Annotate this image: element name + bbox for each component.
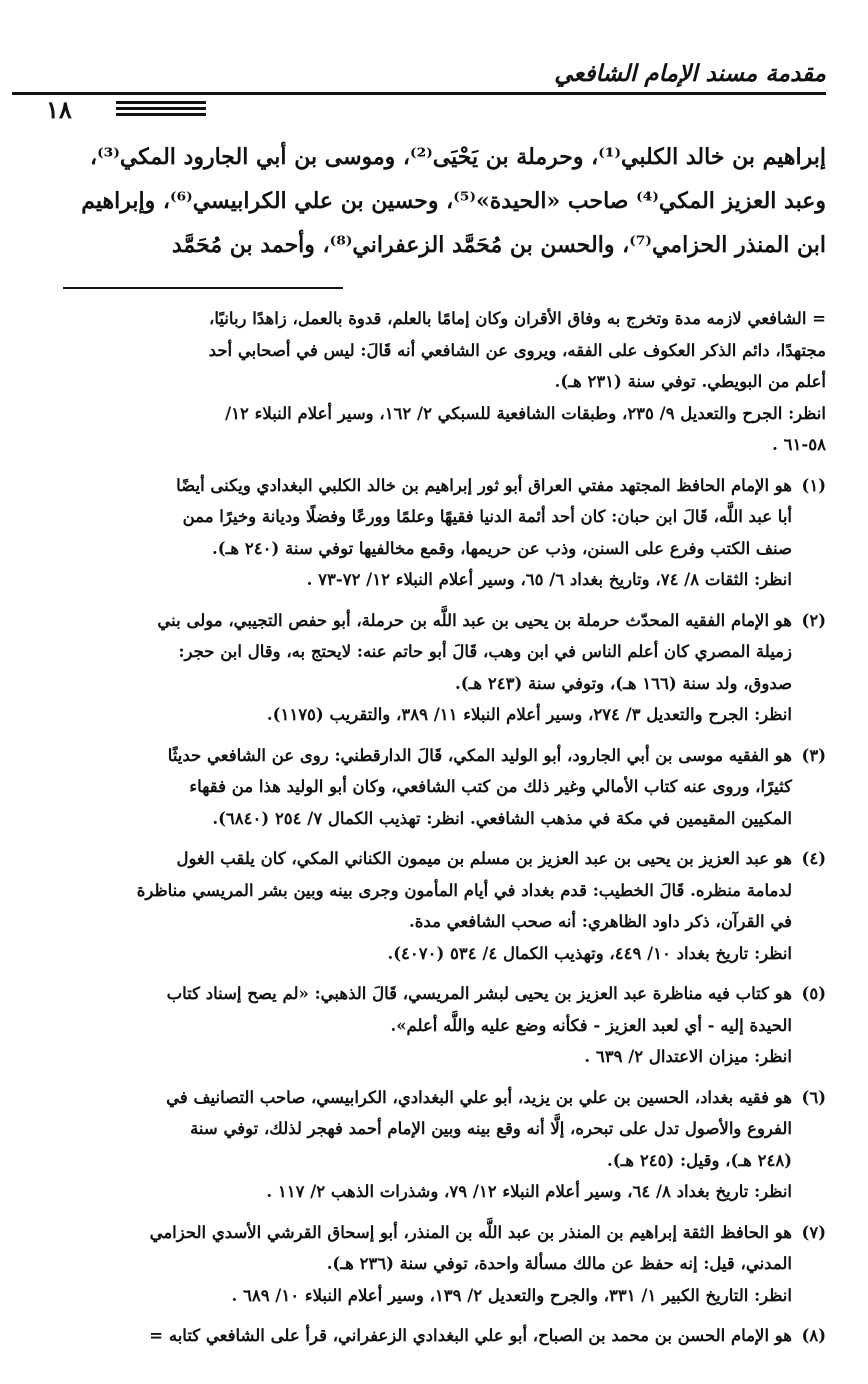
footnote-number: (٨) xyxy=(801,1326,826,1345)
footnote-line-row xyxy=(40,533,826,565)
footnote-item xyxy=(40,843,826,969)
footnote-line: (٢٤٨ هـ)، وقيل: (٢٤٥ هـ). xyxy=(607,1150,792,1170)
footnote-line: صنف الكتب وفرع على السنن، وذب عن حريمها، وقمع مخالفيها توفي سنة (٢٤٠ هـ). xyxy=(212,538,792,558)
footnote-line-row xyxy=(40,1113,826,1145)
footnote-line: أبا عبد اللَّه، قَالَ ابن حبان: كان أحد أئمة الدنيا فقيهًا وعلمًا وورعًا وفضلًا وديانة وخيرًا ممن xyxy=(182,507,792,526)
footnote-number: (٤) xyxy=(801,849,826,868)
footnote-line-row xyxy=(40,1082,826,1114)
footnote-line: أعلم من البويطي. توفي سنة (٢٣١ هـ). xyxy=(554,372,826,391)
footnote-number: (٢) xyxy=(801,610,826,630)
footnote-line-row xyxy=(40,605,826,637)
footnote-line-row xyxy=(40,906,826,938)
footnote-line: صدوق، ولد سنة (١٦٦ هـ)، وتوفي سنة (٢٤٣ هـ). xyxy=(455,673,792,693)
footnote-line-row xyxy=(40,1248,826,1280)
footnote-number: (١) xyxy=(801,475,826,495)
footnote-line-row xyxy=(40,875,826,907)
footnote-item xyxy=(40,470,826,596)
footnote-line-row xyxy=(40,1176,826,1208)
footnote-line-row xyxy=(40,1010,826,1042)
footnote-list xyxy=(40,470,826,1352)
footnote-number: (٥) xyxy=(801,984,826,1003)
footnote-line: المكيين المقيمين في مكة في مذهب الشافعي. انظر: تهذيب الكمال ٧/ ٢٥٤ (٦٨٤٠). xyxy=(212,808,792,828)
footnote-line: لدمامة منظره. قَالَ الخطيب: قدم بغداد في أيام المأمون وجرى بينه وبين بشر المريسي مناظرة xyxy=(136,880,792,900)
footnote-line: الحيدة إليه - أي لعبد العزيز - فكأنه وضع عليه واللَّه أعلم». xyxy=(390,1015,792,1035)
footnote-line-row xyxy=(40,1041,826,1073)
footnote-line-row xyxy=(40,803,826,835)
footnote-line: هو الإمام الحسن بن محمد بن الصباح، أبو علي البغدادي الزعفراني، قرأ على الشافعي كتابه = xyxy=(149,1326,792,1345)
footnote-line-row xyxy=(40,470,826,502)
footnote-item xyxy=(40,605,826,731)
footnote-line: هو الإمام الحافظ المجتهد مفتي العراق أبو ثور إبراهيم بن خالد الكلبي البغدادي ويكنى أيضًا xyxy=(176,475,792,495)
footnote-line-row xyxy=(40,699,826,731)
footnote-number: (٦) xyxy=(801,1087,826,1107)
footnotes xyxy=(40,303,826,1361)
footnote-line: زميلة المصري كان أعلم الناس في ابن وهب، قَالَ أبو حاتم عنه: لايحتج به، وقال ابن حجر: xyxy=(178,642,792,661)
footnote-line-row xyxy=(40,843,826,875)
footnote-line-row xyxy=(40,1145,826,1177)
footnote-separator xyxy=(63,287,343,289)
footnote-line-row xyxy=(40,771,826,803)
footnote-line: انظر: ميزان الاعتدال ٢/ ٦٣٩ . xyxy=(584,1047,792,1066)
main-text-line: ابن المنذر الحزامي⁽⁷⁾، والحسن بن مُحَمَّد الزعفراني⁽⁸⁾، وأحمد بن مُحَمَّد xyxy=(171,232,826,258)
footnote-line-row xyxy=(40,1280,826,1312)
footnote-line: هو فقيه بغداد، الحسين بن علي بن يزيد، أبو علي البغدادي، الكرابيسي، صاحب التصانيف في xyxy=(166,1087,792,1107)
footnote-number: (٣) xyxy=(801,745,826,765)
footnote-line-row xyxy=(40,1320,826,1352)
header-rule xyxy=(12,92,826,95)
footnote-line: = الشافعي لازمه مدة وتخرج به وفاق الأقران وكان إمامًا بالعلم، قدوة بالعمل، زاهدًا ربانيًا، xyxy=(209,309,826,328)
footnote-line: هو كتاب فيه مناظرة عبد العزيز بن يحيى لبشر المريسي، قَالَ الذهبي: «لم يصح إسناد كتاب xyxy=(166,984,792,1003)
footnote-line: انظر: الثقات ٨/ ٧٤، وتاريخ بغداد ٦/ ٦٥، وسير أعلام النبلاء ١٢/ ٧٢-٧٣ . xyxy=(306,570,792,589)
footnote-continuation xyxy=(40,303,826,461)
footnote-line-row xyxy=(40,564,826,596)
footnote-line: هو عبد العزيز بن يحيى بن عبد العزيز بن مسلم بن ميمون الكناني المكي، كان يلقب الغول xyxy=(176,849,792,868)
footnote-line: انظر: الجرح والتعديل ٩/ ٢٣٥، وطبقات الشافعية للسبكي ٢/ ١٦٢، وسير أعلام النبلاء ١٢/ xyxy=(225,403,826,423)
footnote-number: (٧) xyxy=(801,1222,826,1242)
footnote-line-row xyxy=(40,501,826,533)
page-number-area xyxy=(46,95,206,124)
footnote-line-row xyxy=(40,978,826,1010)
page-number: ١٨ xyxy=(46,95,72,124)
main-text xyxy=(46,135,826,267)
main-text-line: إبراهيم بن خالد الكلبي⁽¹⁾، وحرملة بن يَحْيَى⁽²⁾، وموسى بن أبي الجارود المكي⁽³⁾، xyxy=(90,144,826,170)
footnote-item xyxy=(40,978,826,1073)
footnote-line: ٥٨-٦١ . xyxy=(772,435,826,454)
footnote-line: انظر: تاريخ بغداد ١٠/ ٤٤٩، وتهذيب الكمال ٤/ ٥٣٤ (٤٠٧٠). xyxy=(387,943,792,963)
footnote-item xyxy=(40,740,826,835)
running-title: مقدمة مسند الإمام الشافعي xyxy=(554,60,826,87)
footnote-line-row xyxy=(40,636,826,668)
footnote-line: هو الإمام الفقيه المحدّث حرملة بن يحيى بن عبد اللَّه بن حرملة، أبو حفص التجيبي، مولى بني xyxy=(157,610,792,630)
footnote-line: المدني، قيل: إنه حفظ عن مالك مسألة واحدة، توفي سنة (٢٣٦ هـ). xyxy=(326,1254,792,1273)
footnote-line: في القرآن، ذكر داود الظاهري: أنه صحب الشافعي مدة. xyxy=(409,912,792,931)
main-text-line: وعبد العزيز المكي⁽⁴⁾ صاحب «الحيدة»⁽⁵⁾، وحسين بن علي الكرابيسي⁽⁶⁾، وإبراهيم xyxy=(81,188,826,214)
page-number-rules xyxy=(116,101,206,119)
footnote-line: انظر: التاريخ الكبير ١/ ٣٣١، والجرح والتعديل ٢/ ١٣٩، وسير أعلام النبلاء ١٠/ ٦٨٩ . xyxy=(231,1285,792,1305)
footnote-line-row xyxy=(40,740,826,772)
footnote-line-row xyxy=(40,938,826,970)
footnote-line: انظر: الجرح والتعديل ٣/ ٢٧٤، وسير أعلام النبلاء ١١/ ٣٨٩، والتقريب (١١٧٥). xyxy=(266,705,792,724)
footnote-line: هو الحافظ الثقة إبراهيم بن المنذر بن عبد اللَّه بن المنذر، أبو إسحاق القرشي الأسدي الحزامي xyxy=(149,1222,792,1242)
footnote-item xyxy=(40,1217,826,1312)
footnote-line: الفروع والأصول تدل على تبحره، إلَّا أنه وقع بينه وبين الإمام أحمد فهجر لذلك، توفي سنة xyxy=(190,1119,792,1138)
footnote-line-row xyxy=(40,1217,826,1249)
footnote-line: انظر: تاريخ بغداد ٨/ ٦٤، وسير أعلام النبلاء ١٢/ ٧٩، وشذرات الذهب ٢/ ١١٧ . xyxy=(266,1182,792,1201)
footnote-line: مجتهدًا، دائم الذكر العكوف على الفقه، ويروى عن الشافعي أنه قَالَ: ليس في أصحابي أحد xyxy=(208,340,826,360)
footnote-item xyxy=(40,1082,826,1208)
footnote-line: كثيرًا، وروى عنه كتاب الأمالي وغير ذلك من كتب الشافعي، وكان أبو الوليد هذا من فقهاء xyxy=(189,777,792,796)
footnote-line-row xyxy=(40,668,826,700)
footnote-item xyxy=(40,1320,826,1352)
footnote-line: هو الفقيه موسى بن أبي الجارود، أبو الوليد المكي، قَالَ الدارقطني: روى عن الشافعي حديثًا xyxy=(167,745,792,765)
